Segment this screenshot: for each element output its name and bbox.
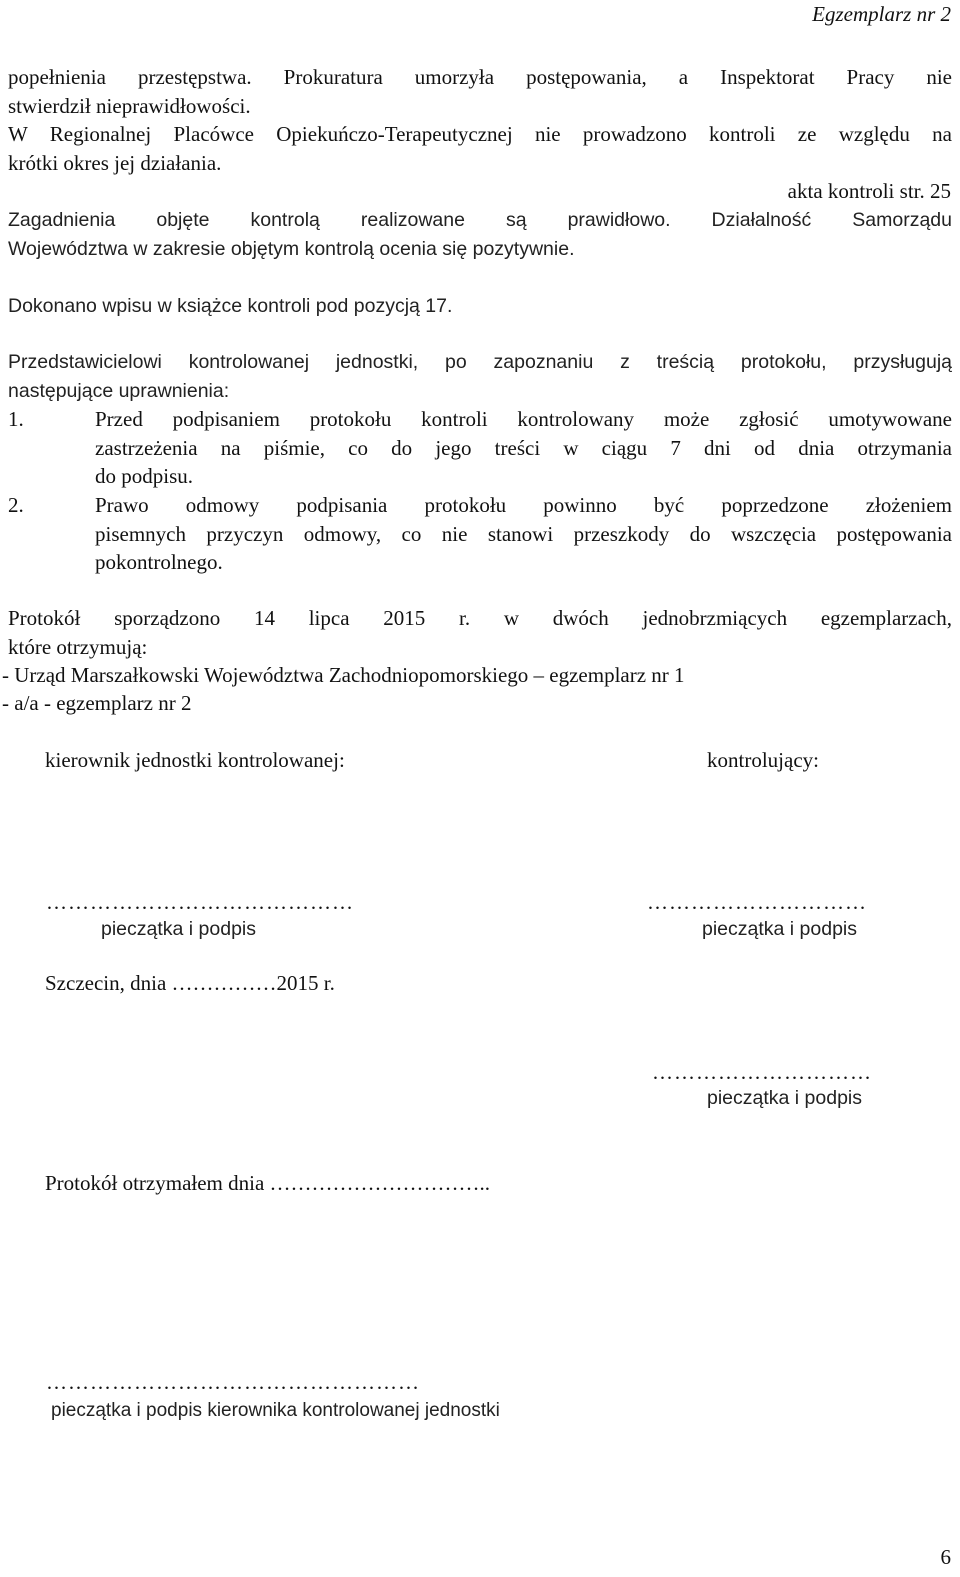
paragraph-1-line-1: popełnienia przestępstwa. Prokuratura umorzyła postępowania, a Inspektorat Pracy nie	[8, 65, 952, 89]
signature-caption-third: pieczątka i podpis	[707, 1087, 863, 1109]
signature-title-right: kontrolujący:	[707, 748, 819, 772]
rights-list-item-2	[8, 491, 952, 577]
list-number: 1.	[8, 407, 24, 431]
signature-line-left: ……………………………………	[46, 890, 354, 914]
paragraph-4	[8, 292, 952, 321]
paragraph-5	[8, 348, 952, 405]
signature-caption-right: pieczątka i podpis	[702, 918, 858, 940]
list-number: 2.	[8, 493, 24, 517]
paragraph-1	[8, 63, 952, 120]
paragraph-1-line-2: stwierdził nieprawidłowości.	[8, 93, 251, 118]
protocol-line-2: które otrzymują:	[8, 634, 148, 659]
received-line: Protokół otrzymałem dnia …………………………..	[45, 1171, 491, 1195]
list-item-line: pokontrolnego.	[95, 550, 223, 574]
copy-label: Egzemplarz nr 2	[812, 2, 951, 26]
protocol-line-1: Protokół sporządzono 14 lipca 2015 r. w dwóch jednobrzmiących egzemplarzach,	[8, 606, 952, 630]
protocol-statement	[8, 604, 952, 661]
paragraph-2	[8, 120, 952, 177]
list-item-line: zastrzeżenia na piśmie, co do jego treści w ciągu 7 dni od dnia otrzymania	[95, 435, 952, 460]
list-item-line: pisemnych przyczyn odmowy, co nie stanowi przeszkody do wszczęcia postępowania	[95, 521, 952, 546]
signature-title-left: kierownik jednostki kontrolowanej:	[45, 748, 345, 772]
list-item-line: Prawo odmowy podpisania protokołu powinno być poprzedzone złożeniem	[95, 493, 952, 517]
recipient-1: - Urząd Marszałkowski Województwa Zachodniopomorskiego – egzemplarz nr 1	[2, 663, 685, 687]
recipient-2: - a/a - egzemplarz nr 2	[2, 691, 192, 715]
paragraph-4-text: Dokonano wpisu w książce kontroli pod pozycją 17.	[8, 295, 453, 317]
signature-line-final: ……………………………………………	[46, 1370, 420, 1394]
paragraph-3	[8, 206, 952, 263]
paragraph-3-line-1: Zagadnienia objęte kontrolą realizowane są prawidłowo. Działalność Samorządu	[8, 209, 952, 231]
page-number: 6	[940, 1545, 951, 1569]
list-item-line: Przed podpisaniem protokołu kontroli kontrolowany może zgłosić umotywowane	[95, 407, 952, 431]
date-line: Szczecin, dnia ……………2015 r.	[45, 971, 335, 995]
paragraph-2-line-1: W Regionalnej Placówce Opiekuńczo-Terapeutycznej nie prowadzono kontroli ze względu na	[8, 122, 952, 146]
list-item-line: do podpisu.	[95, 464, 194, 488]
paragraph-5-line-2: następujące uprawnienia:	[8, 379, 230, 402]
signature-line-third: …………………………	[652, 1060, 872, 1084]
paragraph-5-line-1: Przedstawicielowi kontrolowanej jednostki, po zapoznaniu z treścią protokołu, przysługują	[8, 351, 952, 373]
signature-line-right: …………………………	[647, 890, 867, 914]
paragraph-3-line-2: Województwa w zakresie objętym kontrolą ocenia się pozytywnie.	[8, 237, 575, 260]
rights-list-item-1	[8, 405, 952, 491]
signature-caption-left: pieczątka i podpis	[101, 918, 257, 940]
paragraph-2-line-2: krótki okres jej działania.	[8, 150, 222, 175]
akta-reference: akta kontroli str. 25	[787, 179, 951, 203]
signature-caption-final: pieczątka i podpis kierownika kontrolowanej jednostki	[51, 1400, 500, 1421]
